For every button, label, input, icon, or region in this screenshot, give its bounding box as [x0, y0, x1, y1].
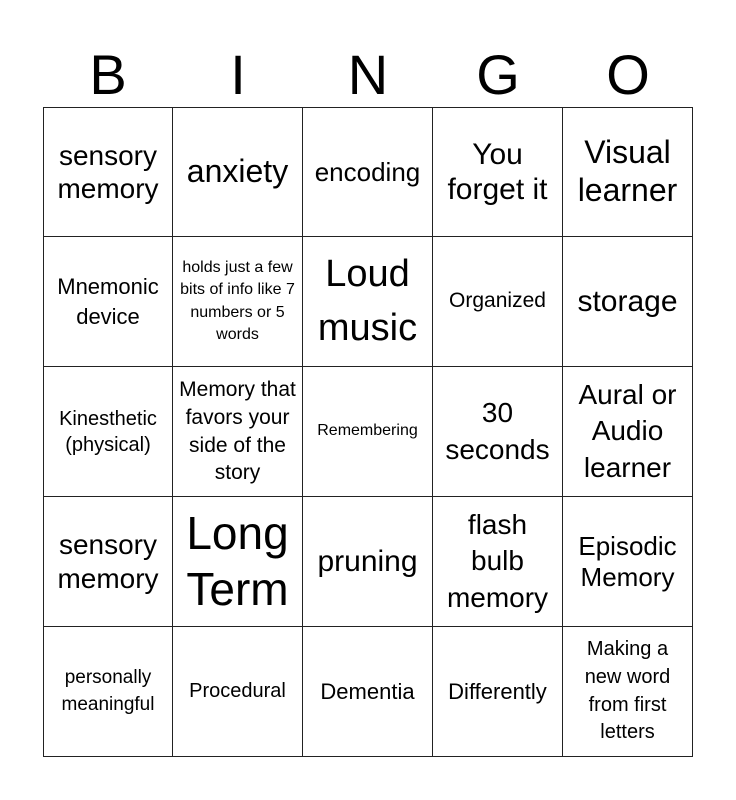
cell-text: Organized	[449, 289, 546, 313]
cell-text: Long Term	[186, 507, 289, 615]
bingo-cell[interactable]	[563, 107, 693, 237]
bingo-cell[interactable]	[433, 627, 563, 757]
bingo-cell[interactable]	[433, 367, 563, 497]
bingo-header	[43, 44, 693, 106]
bingo-cell[interactable]	[303, 367, 433, 497]
cell-text: flash bulb memory	[446, 508, 549, 613]
cell-text: Mnemonic device	[57, 273, 159, 329]
bingo-cell[interactable]	[303, 497, 433, 627]
cell-text: anxiety	[186, 153, 289, 190]
bingo-board	[43, 107, 693, 757]
bingo-cell[interactable]	[303, 107, 433, 237]
cell-text: Remembering	[317, 422, 418, 440]
header-letter-o: O	[606, 43, 650, 106]
cell-text: 30 seconds	[445, 396, 550, 465]
bingo-cell[interactable]	[303, 237, 433, 367]
cell-text: sensory memory	[57, 139, 159, 204]
bingo-cell[interactable]	[173, 237, 303, 367]
bingo-cell[interactable]	[563, 497, 693, 627]
cell-text: holds just a few bits of info like 7 numbers or 5 words	[180, 259, 295, 343]
bingo-cell[interactable]	[563, 627, 693, 757]
bingo-cell[interactable]	[173, 107, 303, 237]
bingo-cell[interactable]	[563, 367, 693, 497]
bingo-cell[interactable]	[433, 497, 563, 627]
bingo-cell[interactable]	[433, 237, 563, 367]
bingo-cell[interactable]	[563, 237, 693, 367]
cell-text: pruning	[317, 544, 418, 578]
bingo-cell[interactable]	[43, 367, 173, 497]
header-letter-g: G	[476, 43, 520, 106]
cell-text: Memory that favors your side of the story	[179, 378, 296, 485]
cell-text: Differently	[448, 678, 547, 704]
cell-text: Procedural	[189, 679, 286, 702]
cell-text: Dementia	[320, 678, 415, 704]
cell-text: You forget it	[447, 137, 548, 206]
cell-text: Kinesthetic (physical)	[59, 407, 157, 456]
bingo-cell[interactable]	[173, 497, 303, 627]
cell-text: Episodic Memory	[578, 530, 677, 592]
cell-text: personally meaningful	[61, 666, 155, 715]
bingo-cell[interactable]	[43, 107, 173, 237]
header-letter-b: B	[89, 43, 127, 106]
bingo-cell[interactable]	[173, 627, 303, 757]
header-letter-i: I	[230, 43, 246, 106]
header-letter-n: N	[347, 43, 389, 106]
bingo-cell[interactable]	[303, 627, 433, 757]
cell-text: Visual learner	[577, 134, 678, 208]
bingo-cell[interactable]	[433, 107, 563, 237]
cell-text: Aural or Audio learner	[578, 378, 677, 483]
cell-text: Making a new word from first letters	[584, 638, 671, 744]
cell-text: encoding	[314, 156, 421, 187]
cell-text: Loud music	[317, 253, 418, 349]
bingo-cell[interactable]	[43, 627, 173, 757]
cell-text: storage	[577, 284, 678, 318]
bingo-cell[interactable]	[173, 367, 303, 497]
bingo-cell[interactable]	[43, 497, 173, 627]
cell-text: sensory memory	[57, 529, 159, 594]
bingo-cell[interactable]	[43, 237, 173, 367]
